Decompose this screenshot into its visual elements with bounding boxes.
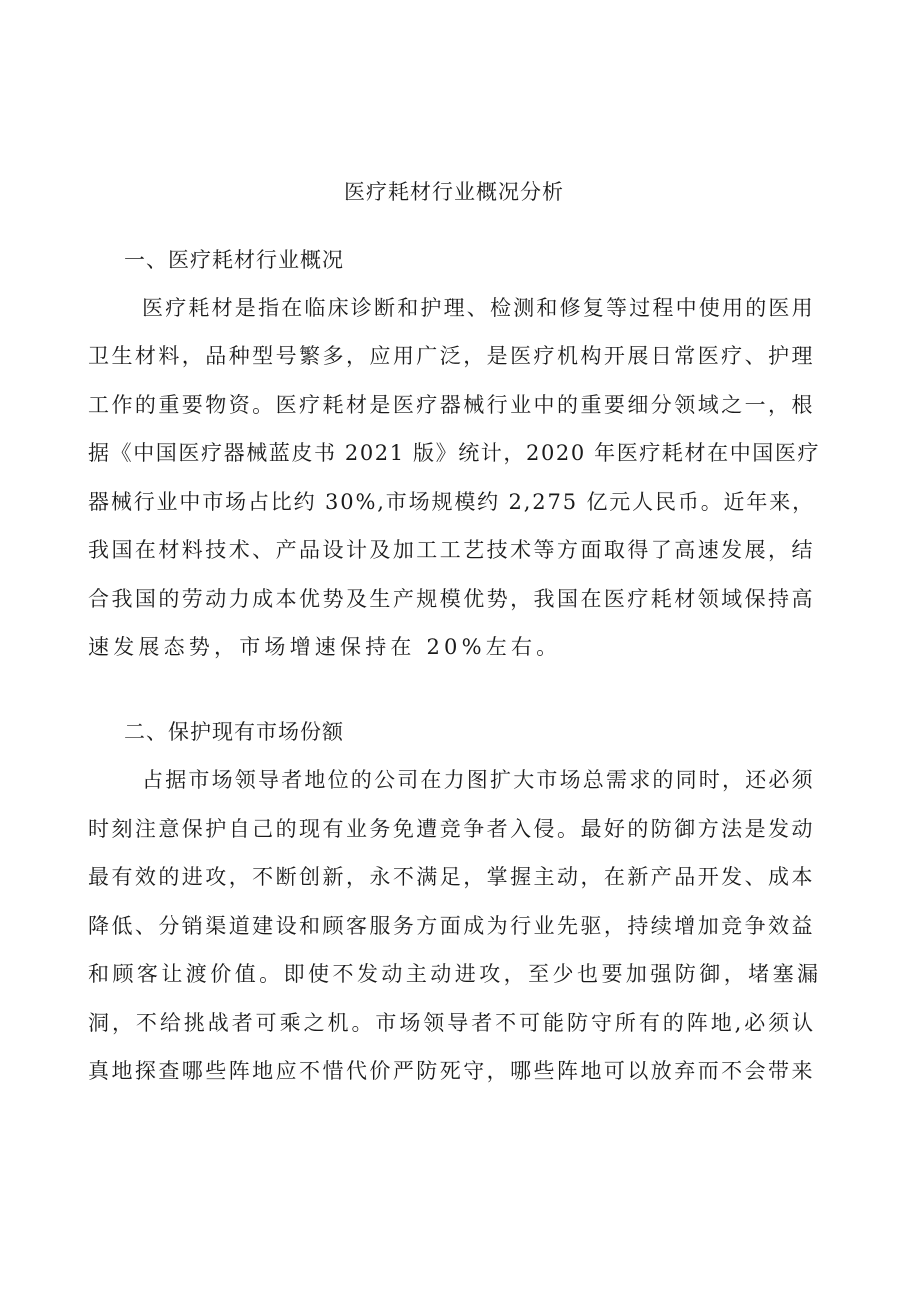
section-1-line-7: 合我国的劳动力成本优势及生产规模优势，我国在医疗耗材领域保持高 — [88, 587, 815, 611]
section-1-line-2: 卫生材料，品种型号繁多，应用广泛，是医疗机构开展日常医疗、护理 — [88, 344, 815, 368]
document-title: 医疗耗材行业概况分析 — [344, 180, 564, 204]
section-1-line-5: 器械行业中市场占比约 30%,市场规模约 2,275 亿元人民币。近年来， — [88, 490, 815, 514]
section-1-line-3: 工作的重要物资。医疗耗材是医疗器械行业中的重要细分领域之一，根 — [88, 393, 815, 417]
section-2-line-7: 真地探查哪些阵地应不惜代价严防死守，哪些阵地可以放弃而不会带来 — [88, 1059, 815, 1083]
section-2-line-3: 最有效的进攻，不断创新，永不满足，掌握主动，在新产品开发、成本 — [88, 865, 815, 889]
section-2-line-2: 时刻注意保护自己的现有业务免遭竞争者入侵。最好的防御方法是发动 — [88, 817, 815, 841]
section-1-line-1: 医疗耗材是指在临床诊断和护理、检测和修复等过程中使用的医用 — [142, 296, 815, 320]
section-2-heading: 二、保护现有市场份额 — [124, 720, 344, 744]
section-2-line-1: 占据市场领导者地位的公司在力图扩大市场总需求的同时，还必须 — [142, 768, 815, 792]
section-1-line-8: 速发展态势，市场增速保持在 20%左右。 — [88, 635, 562, 659]
section-2-line-5: 和顾客让渡价值。即使不发动主动进攻，至少也要加强防御，堵塞漏 — [88, 962, 822, 986]
section-1-heading: 一、医疗耗材行业概况 — [124, 248, 344, 272]
section-2-line-6: 洞，不给挑战者可乘之机。市场领导者不可能防守所有的阵地,必须认 — [88, 1011, 817, 1035]
section-1-line-4: 据《中国医疗器械蓝皮书 2021 版》统计，2020 年医疗耗材在中国医疗 — [88, 441, 821, 465]
section-1-line-6: 我国在材料技术、产品设计及加工工艺技术等方面取得了高速发展，结 — [88, 538, 815, 562]
section-2-line-4: 降低、分销渠道建设和顾客服务方面成为行业先驱，持续增加竞争效益 — [88, 914, 815, 938]
